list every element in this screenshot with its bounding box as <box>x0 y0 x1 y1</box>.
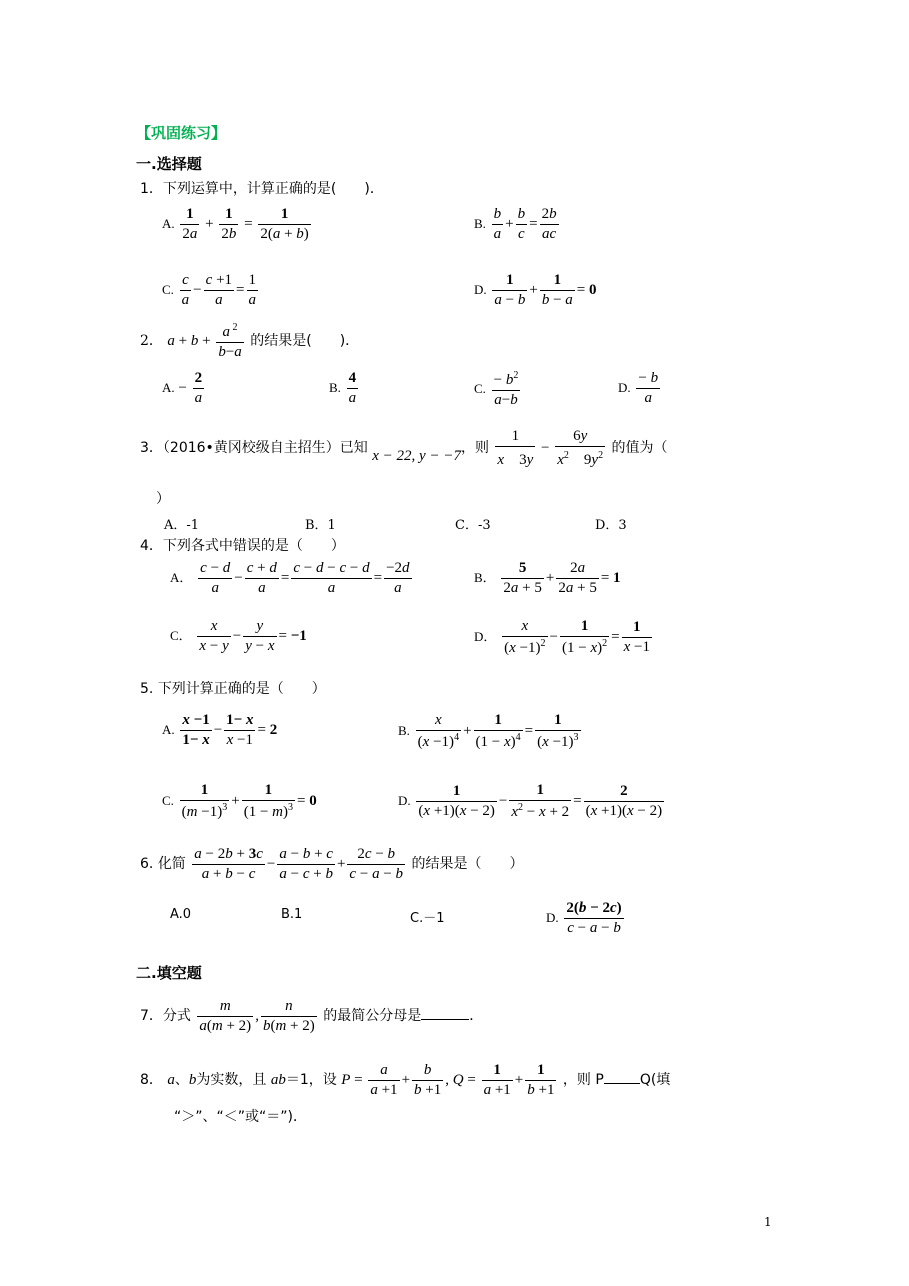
q8-answer-blank[interactable] <box>604 1083 640 1084</box>
q6-option-d: D. $\frac{2(b - 2c)}{c - a - b}$ <box>546 900 622 936</box>
q5-option-b: B. $\frac{x}{(x -1)^4}$ + $\frac{1}{(1 - x)^4}$ = $\frac{1}{(x -1)^3}$ <box>398 712 579 750</box>
q1-option-b: B. $\frac{b}{a}$ + $\frac{b}{c}$ = $\frac{2b}{ac}$ <box>474 206 557 242</box>
q4-option-b: B． $\frac{5}{2a + 5}$ + $\frac{2a}{2a + 5}$ = 1 <box>474 560 621 596</box>
q1-option-a: A. $\frac{1}{2a}$ + $\frac{1}{2b}$ = $\frac{1}{2(a + b)}$ <box>162 206 309 242</box>
page-number: 1 <box>764 1215 772 1229</box>
q3-stem: 3．（2016•黄冈校级自主招生）已知 x − 22, y − −7，则 $\frac{1}{x 3y}$ − $\frac{6y}{x^2 9y^2}$ 的值为（ <box>140 428 668 468</box>
q4-option-c: C． $\frac{x}{x - y}$ − $\frac{y}{y - x}$ = −1 <box>170 618 307 654</box>
q1-option-c: C. $\frac{c}{a}$ − $\frac{c +1}{a}$ = $\frac{1}{a}$ <box>162 272 256 308</box>
section-fill-title: 二.填空题 <box>136 964 202 982</box>
q3-stem-close: ） <box>156 491 170 507</box>
q8-stem-line2: “＞”、“＜”或“＝”)． <box>174 1109 307 1125</box>
section-choice-title: 一.选择题 <box>136 155 202 173</box>
q5-option-c: C. $\frac{1}{(m -1)^3}$ + $\frac{1}{(1 - m)^3}$ = 0 <box>162 782 317 820</box>
q4-option-a: A． $\frac{c - d}{a}$ − $\frac{c + d}{a}$ = $\frac{c - d - c - d}{a}$ = $\frac{-2d}{a}$ <box>170 560 410 596</box>
q7-stem: 7．分式 $\frac{m}{a(m + 2)}$ , $\frac{n}{b(m + 2)}$ 的最简公分母是 ． <box>140 998 484 1034</box>
q2-option-d: D. $\frac{- b}{a}$ <box>618 370 659 406</box>
q2-option-c: C. $\frac{- b^2}{a-b}$ <box>474 370 519 408</box>
q6-stem: 6. 化简 $\frac{a - 2b + 3c}{a + b - c}$ − $\frac{a - b + c}{a - c + b}$ + $\frac{2c - b}{c - a - b}$ 的结果是（ ） <box>140 846 524 882</box>
q8-stem: 8． a、b为实数，且 ab＝1，设 P = $\frac{a}{a +1}$ + $\frac{b}{b +1}$ , Q = $\frac{1}{a +1}$ + $\frac{1}{b +1}$ ，则 P Q(填 <box>140 1062 671 1098</box>
q2-option-a: A. − $\frac{2}{a}$ <box>162 370 203 406</box>
q3-option-c: C．-3 <box>455 518 491 533</box>
q5-option-a: A. $\frac{x -1}{1- x}$ − $\frac{1- x}{x -1}$ = 2 <box>162 712 278 748</box>
q6-option-a: A.0 <box>170 907 192 922</box>
practice-title: 【巩固练习】 <box>136 124 227 142</box>
q6-option-b: B.1 <box>281 907 303 922</box>
q2-option-b: B. $\frac{4}{a}$ <box>329 370 357 406</box>
q1-stem: 1．下列运算中，计算正确的是( )． <box>140 181 384 197</box>
q4-stem: 4．下列各式中错误的是（ ） <box>140 538 345 554</box>
q3-option-a: A．-1 <box>164 518 200 533</box>
q3-option-d: D．3 <box>595 518 627 533</box>
q2-stem: 2． a + b + $\frac{a ^2}{b-a}$ 的结果是( )． <box>140 322 360 360</box>
q1-option-d: D. $\frac{1}{a - b}$ + $\frac{1}{b - a}$ = 0 <box>474 272 597 308</box>
q5-option-d: D. $\frac{1}{(x +1)(x - 2)}$ − $\frac{1}{x^2 - x + 2}$ = $\frac{2}{(x +1)(x - 2)}$ <box>398 782 663 820</box>
q7-answer-blank[interactable] <box>421 1019 469 1020</box>
q5-stem: 5. 下列计算正确的是（ ） <box>140 681 326 697</box>
q6-option-c: C.－1 <box>410 911 445 926</box>
q3-option-b: B．1 <box>305 518 336 533</box>
q4-option-d: D． $\frac{x}{(x -1)^2}$ − $\frac{1}{(1 - x)^2}$ = $\frac{1}{x -1}$ <box>474 618 650 656</box>
